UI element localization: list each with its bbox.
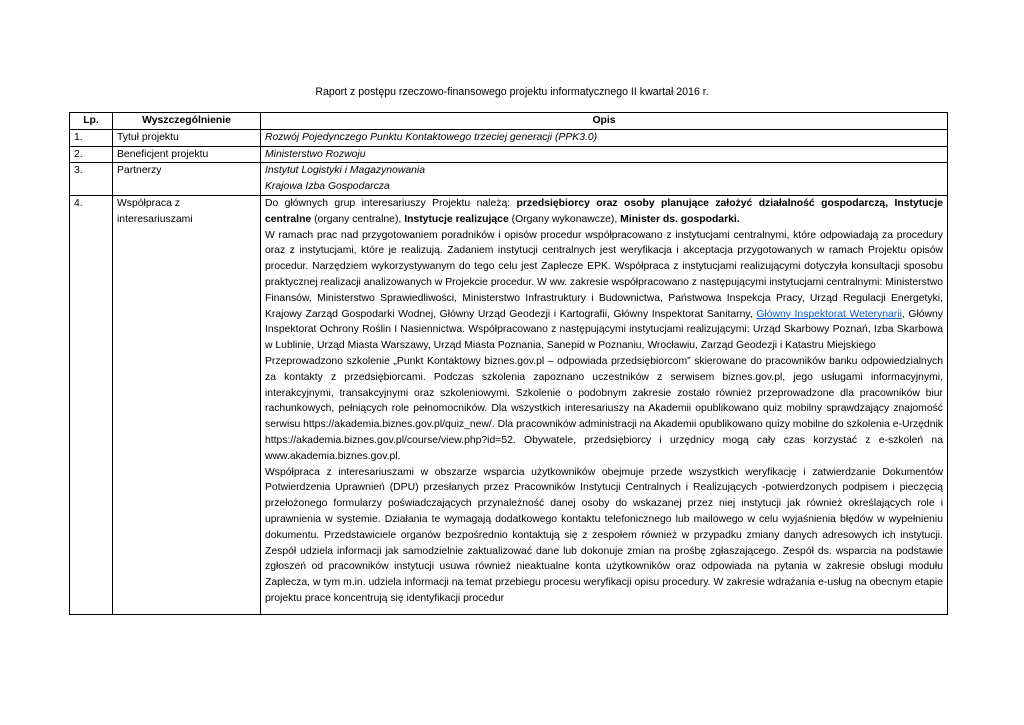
row-number: 3. [70,163,113,196]
table-row [70,146,948,163]
row-item: Beneficjent projektu [113,146,261,163]
paragraph-support: Współpraca z interesariuszami w obszarze wsparcia użytkowników obejmuje przede wszystkich weryfikację i zatwierdzanie Dokumentów Potwierdzenia Uprawnień (DPU) przesłanych przez Pracowników Instytucji Centralnych i Realizujących -potwierdzonych podpisem i pieczęcią przełożonego formularzy poświadczających przynależność danej osoby do wskazanej przez niej instytucji jak również określających role i uprawnienia w systemie. Działania te wymagają dodatkowego kontaktu telefonicznego lub mailowego w celu wyjaśnienia błędów w wypełnieniu dokumentu. Przedstawiciele organów bezpośrednio kontaktują się z zespołem również w przypadku zmiany danych adresowych ich instytucji. Zespół udziela informacji jak samodzielnie zaktualizować dane lub dokonuje zmian na prośbę zgłaszającego. Zespół ds. wsparcia na podstawie zgłoszeń od pracowników instytucji usuwa również nieaktualne konta użytkowników oraz odpowiada na pytania w zakresie obsługi modułu Zaplecza, w tym m.in. udziela informacji na temat przebiegu procesu weryfikacji opisu procedury. W zakresie wdrażania e-usług na obecnym etapie projektu prace koncentrują się identyfikacji procedur [265,466,943,604]
partner-2: Krajowa Izba Gospodarcza [265,181,390,193]
row-description [261,163,948,196]
table-row [70,195,948,614]
row-description: Ministerstwo Rozwoju [261,146,948,163]
row-description [261,195,948,614]
row-description: Rozwój Pojedynczego Punktu Kontaktowego trzeciej generacji (PPK3.0) [261,129,948,146]
table-header-row [70,113,948,130]
document-title: Raport z postępu rzeczowo-finansowego projektu informatycznego II kwartał 2016 r. [315,86,709,98]
table-row [70,163,948,196]
partner-1: Instytut Logistyki i Magazynowania [265,165,425,177]
paragraph-stakeholders: Do głównych grup interesariuszy Projektu należą: przedsiębiorcy oraz osoby planujące założyć działalność gospodarczą, Instytucje centralne (organy centralne), Instytucje realizujące (Organy wykonawcze), Minister ds. gospodarki. [265,197,943,225]
row-item: Partnerzy [113,163,261,196]
paragraph-training: Przeprowadzono szkolenie „Punkt Kontaktowy biznes.gov.pl – odpowiada przedsiębiorcom” skierowane do pracowników banku odpowiedzialnych za kontakty z przedsiębiorcami. Podczas szkolenia zapoznano uczestników z serwisem biznes.gov.pl, jego usługami informacyjnymi, interakcyjnymi, transakcyjnymi oraz szkoleniowymi. Szkolenie o podobnym zakresie zostało również przeprowadzone dla pracowników biur rachunkowych, pełniących role pełnomocników. Dla wszystkich interesariuszy na Akademii opublikowano quiz mobilny sprawdzający znajomość serwisu https://akademia.biznes.gov.pl/quiz_new/. Dla pracowników administracji na Akademii opublikowano quizy mobilne do szkolenia e-Urzędnik https://akademia.biznes.gov.pl/course/view.php?id=52. Obywatele, przedsiębiorcy i urzędnicy mogą cały czas korzystać z e-szkoleń na www.akademia.biznes.gov.pl. [265,355,943,462]
header-item: Wyszczególnienie [113,113,261,130]
table-row [70,129,948,146]
report-table [69,112,948,615]
row-number: 4. [70,195,113,614]
paragraph-cooperation: W ramach prac nad przygotowaniem poradników i opisów procedur współpracowano z instytucjami centralnymi, które odpowiadają za procedury oraz z instytucjami, które je realizują. Zadaniem instytucji centralnych jest weryfikacja i akceptacja przygotowanych w ramach Projektu opisów procedur. Narzędziem wykorzystywanym do tego celu jest Zaplecze EPK. Współpraca z instytucjami realizującymi dotyczyła konsultacji sposobu praktycznej realizacji analizowanych w Projekcie procedur. W ww. zakresie współpracowano z następującymi instytucjami centralnymi: Ministerstwo Finansów, Ministerstwo Sprawiedliwości, Ministerstwo Infrastruktury i Budownictwa, Państwowa Inspekcja Pracy, Urząd Regulacji Energetyki, Krajowy Zarząd Gospodarki Wodnej, Główny Urząd Geodezji i Kartografii, Główny Inspektorat Sanitarny, Główny Inspektorat Weterynarii, Główny Inspektorat Ochrony Roślin I Nasiennictwa. Współpracowano z następującymi instytucjami realizującymi: Urząd Skarbowy Poznań, Izba Skarbowa w Lublinie, Urząd Miasta Warszawy, Urząd Miasta Poznania, Sanepid w Poznaniu, Wrocławiu, Zarząd Geodezji i Katastru Miejskiego [265,229,943,352]
row-item: Tytuł projektu [113,129,261,146]
row-item: Współpraca z interesariuszami [113,195,261,614]
inspectorate-link[interactable]: Główny Inspektorat Weterynarii [756,308,902,320]
header-lp: Lp. [70,113,113,130]
header-desc: Opis [261,113,948,130]
row-number: 2. [70,146,113,163]
row-number: 1. [70,129,113,146]
